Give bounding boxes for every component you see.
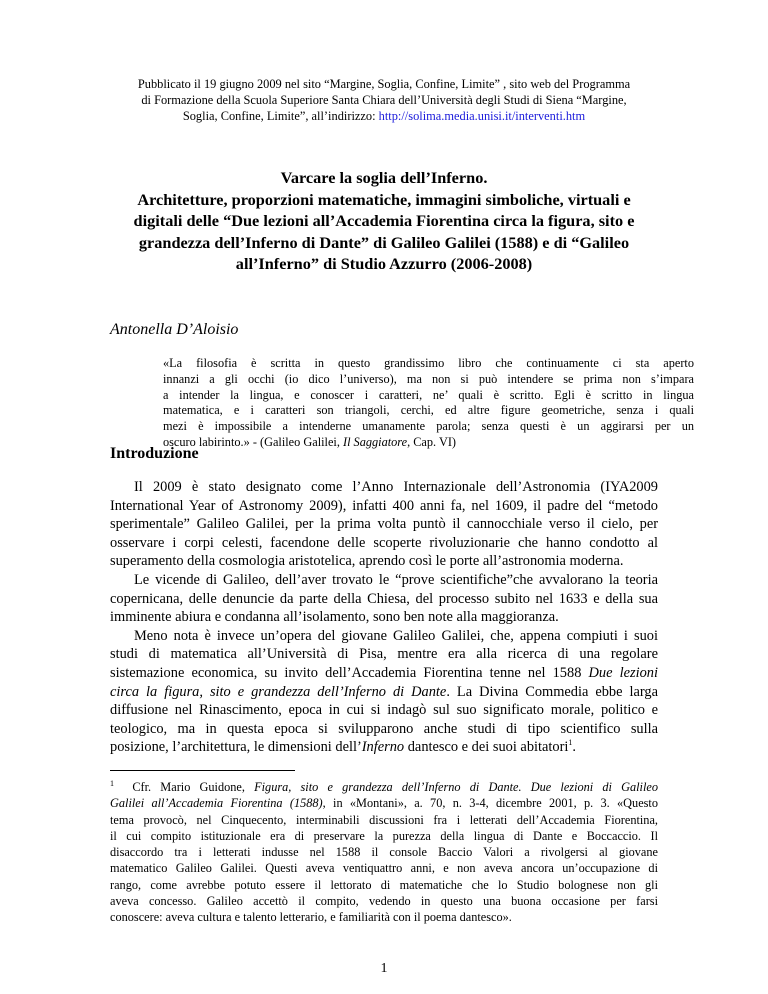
epigraph-line: matematica, e i caratteri son triangoli, cerchi, ed altre figure geometriche, senza i quali [163, 403, 694, 418]
paragraph-line: circa la figura, sito e grandezza dell’Inferno di Dante. La Divina Commedia ebbe larga [110, 683, 659, 700]
document-title [78, 167, 690, 275]
footnote-line: rango, come avrebbe potuto essere il lettorato di matematiche che lo Studio bolognese non gli [110, 877, 658, 892]
paragraph-line: Il 2009 è stato designato come l’Anno Internazionale dell’Astronomia (IYA2009 [134, 479, 658, 495]
footnote-line: tema provocò, nel Cinquecento, interminabili discussioni fra i letterati dell’Accademia Fiorentina, [110, 812, 658, 827]
paragraph-line: sperimentale” Galileo Galilei, per la prima volta puntò il cannocchiale verso il cielo, per [110, 516, 658, 533]
paragraph-line: International Year of Astronomy 2009), infatti 400 anni fa, nel 1609, il padre del “metodo [110, 497, 658, 514]
footnote-line: Galilei all’Accademia Fiorentina (1588), in «Montani», a. 70, n. 3-4, dicembre 2001, p. 3. «Questo [110, 796, 659, 811]
footnote-line: il cui compito istituzionale era di preservare la purezza della lingua di Dante e Boccaccio. Il [110, 828, 658, 843]
footnote-marker: 1 [110, 778, 114, 788]
footnote-line: disaccordo tra i letterati indusse nel 1588 il console Baccio Valori a rivolgersi al giovane [110, 845, 658, 860]
section-heading: Introduzione [110, 445, 199, 462]
footnote-line: conoscere: aveva cultura e talento letterario, e familiarità con il poema dantesco». [110, 910, 512, 925]
paragraph-line: copernicana, delle denuncie da parte della Chiesa, del processo subito nel 1633 e della sua [110, 590, 658, 607]
publication-note-line: Pubblicato il 19 giugno 2009 nel sito “Margine, Soglia, Confine, Limite” , sito web del Programma [137, 77, 631, 91]
paragraph-line: superamento della cosmologia aristotelica, aprendo così le porte all’astronomia moderna. [110, 553, 624, 570]
epigraph-line: innanzi a gli occhi (io dico l’universo), ma non si può intendere se prima non s’impara [163, 371, 694, 386]
epigraph-line: a intender la lingua, e conoscer i caratteri, ne’ quali è scritto. Egli è scritto in lingua [163, 387, 694, 402]
paragraph-line: sistemazione economica, su invito dell’Accademia Fiorentina tenne nel 1588 Due lezioni [110, 664, 658, 681]
paragraph-line: osservare i corpi celesti, facendone delle scoperte rivoluzionarie che hanno condotto al [110, 534, 658, 551]
paragraph-line: Meno nota è invece un’opera del giovane Galileo Galilei, che, appena compiuti i suoi [134, 627, 658, 644]
footnote-line: aveva concesso. Galileo accettò il compito, vedendo in questo una buona occasione per farsi [110, 894, 658, 909]
epigraph-line: «La filosofia è scritta in questo grandissimo libro che continuamente ci sta aperto [163, 356, 694, 370]
epigraph-source-title: Il Saggiatore [342, 434, 408, 449]
title-line: grandezza dell’Inferno di Dante” di Galileo Galilei (1588) e di “Galileo [138, 232, 630, 252]
footnote-line: matematico Galileo Galilei. Questi aveva ventiquattro anni, e non aveva ancora un’occupazione di [110, 861, 658, 876]
title-line: all’Inferno” di Studio Azzurro (2006-2008) [235, 254, 533, 273]
paragraph-line: studi di matematica all’Università di Pisa, mentre era alla ricerca di una regolare [110, 646, 658, 663]
footnote [110, 779, 658, 926]
paragraph-line: imminente abiura e condanna all’isolamento, sono ben note alla maggioranza. [110, 609, 559, 626]
paragraph-line: posizione, l’architettura, le dimensioni dell’Inferno dantesco e dei suoi abitatori$^1$. [110, 738, 576, 756]
paragraph-line: Le vicende di Galileo, dell’aver trovato le “prove scientifiche”che avvalorano la teoria [134, 571, 658, 588]
epigraph-quote [163, 356, 694, 451]
publication-note [78, 76, 690, 125]
body-text [110, 478, 658, 757]
title-line: digitali delle “Due lezioni all’Accademia Fiorentina circa la figura, sito e [133, 211, 635, 230]
source-url-link[interactable]: http://solima.media.unisi.it/interventi.htm [378, 109, 586, 124]
title-line: Architetture, proporzioni matematiche, immagini simboliche, virtuali e [137, 189, 631, 209]
paragraph-line: teologico, ma in questa epoca si svilupparono anche studi di tipo scientifico sulla [110, 720, 658, 737]
page-number: 1 [380, 961, 388, 976]
publication-note-line: Soglia, Confine, Limite”, all’indirizzo: http://solima.media.unisi.it/interventi.htm [182, 109, 586, 124]
footnote-line: $^1$ Cfr. Mario Guidone, Figura, sito e grandezza dell’Inferno di Dante. Due lezioni di Galileo [110, 778, 658, 794]
paragraph-line: diffusione nel Rinascimento, epoca in cui si indagò sul suo significato morale, politico e [110, 702, 658, 719]
author-name: Antonella D’Aloisio [110, 321, 239, 338]
publication-note-line: di Formazione della Scuola Superiore Santa Chiara dell’Università degli Studi di Siena “Margine, [141, 93, 627, 108]
footnote-reference[interactable]: 1 [568, 738, 573, 748]
footnote-separator [110, 770, 295, 771]
epigraph-line: mezi è impossibile a intenderne umanamente parola; senza questi è un aggirarsi per un [163, 419, 694, 434]
epigraph-line: oscuro labirinto.» - (Galileo Galilei, Il Saggiatore, Cap. VI) [163, 434, 457, 449]
title-line: Varcare la soglia dell’Inferno. [280, 168, 488, 187]
